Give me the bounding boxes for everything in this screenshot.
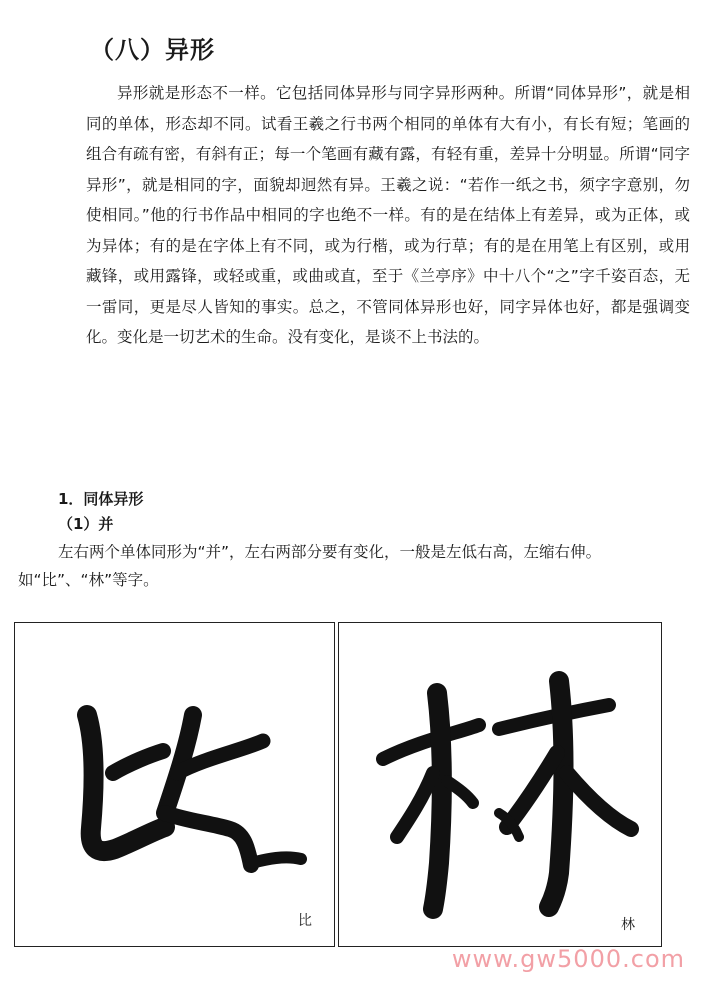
subsection-subheading: （1）并: [58, 515, 114, 533]
intro-paragraph: 异形就是形态不一样。它包括同体异形与同字异形两种。所谓“同体异形”，就是相同的单体，形态却不同。试看王羲之行书两个相同的单体有大有小，有长有短；笔画的组合有疏有密，有斜有正；每一个笔画有藏有露，有轻有重，差异十分明显。所谓“同字异形”，就是相同的字，面貌却迥然有异。王羲之说：“若作一纸之书，须字字意别，勿使相同。”他的行书作品中相同的字也绝不一样。有的是在结体上有差异，或为正体，或为异体；有的是在字体上有不同，或为行楷，或为行草；有的是在用笔上有区别，或用藏锋，或用露锋，或轻或重，或曲或直，至于《兰亭序》中十八个“之”字千姿百态，无一雷同，更是尽人皆知的事实。总之，不管同体异形也好，同字异体也好，都是强调变化。变化是一切艺术的生命。没有变化，是谈不上书法的。: [86, 84, 690, 346]
calligraphy-lin-image: [339, 623, 661, 946]
subsection-heading: 1．同体异形: [58, 490, 144, 508]
description-line-2: 如“比”、“林”等字。: [18, 571, 159, 589]
section-title: （八）异形: [90, 36, 215, 64]
intro-text: [86, 78, 690, 353]
caption-bi: 比: [298, 913, 312, 929]
calligraphy-panel-bi: [14, 622, 335, 947]
calligraphy-bi-image: [15, 623, 334, 946]
watermark: www.gw5000.com: [451, 945, 685, 973]
calligraphy-panel-lin: [338, 622, 662, 947]
description: [18, 538, 688, 594]
description-line-1: 左右两个单体同形为“并”，左右两部分要有变化，一般是左低右高，左缩右伸。: [58, 543, 602, 561]
caption-lin: 林: [621, 917, 635, 933]
